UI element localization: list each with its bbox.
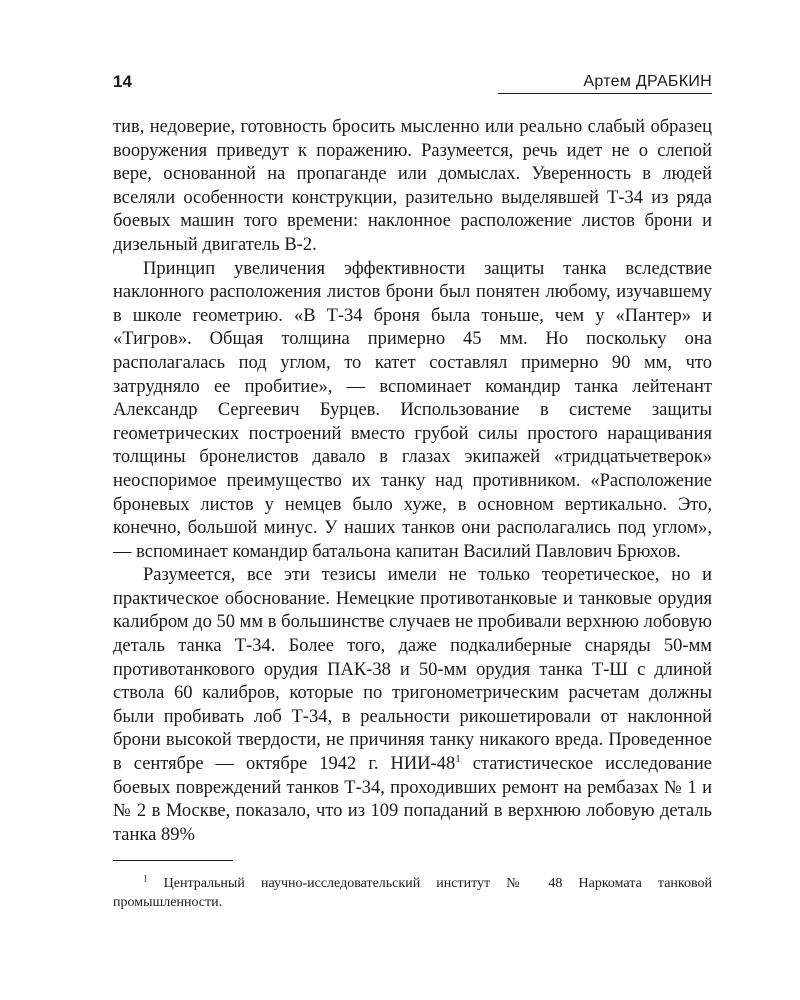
paragraph-3-continuation: статистическое исследование боевых повреждений танков Т-34, проходивших ремонт на рембазах № 1 и № 2 в Москве, показало, что из 109 попаданий в верхнюю лобовую деталь танка 89% bbox=[113, 754, 712, 845]
running-head-author: Артем ДРАБКИН bbox=[583, 73, 712, 90]
paragraph-3-text: Разумеется, все эти тезисы имели не только теоретическое, но и практическое обоснование. Немецкие противотанковые и танковые орудия калибром до 50 мм в большинстве случаев не пробивали верхнюю лобовую деталь танка Т-34. Более того, даже подкалиберные снаряды 50-мм противотанкового орудия ПАК-38 и 50-мм орудия танка Т-Ш с длиной ствола 60 калибров, которые по тригонометрическим расчетам должны были пробивать лоб Т-34, в реальности рикошетировали от наклонной брони высокой твердости, не причиняя танку никакого вреда. Проведенное в сентябре — октябре 1942 г. НИИ-48 bbox=[113, 565, 712, 775]
paragraph-1: тив, недоверие, готовность бросить мысленно или реально слабый образец вооружения приведут к поражению. Разумеется, речь идет не о слепой вере, основанной на пропаганде или домыслах. Уверенность в людей вселяли особенности конструкции, разительно выделявшей Т-34 из ряда боевых машин того времени: наклонное расположение листов брони и дизельный двигатель В-2. bbox=[113, 117, 712, 255]
paragraph-3 bbox=[113, 564, 712, 847]
main-text bbox=[113, 116, 712, 847]
header-rule bbox=[498, 93, 712, 94]
paragraph-2: Принцип увеличения эффективности защиты танка вследствие наклонного расположения листов брони был понятен любому, изучавшему в школе геометрию. «В Т-34 броня была тоньше, чем у «Пантер» и «Тигров». Общая толщина примерно 45 мм. Но поскольку она располагалась под углом, то катет составлял примерно 90 мм, что затрудняло ее пробитие», — вспоминает командир танка лейтенант Александр Сергеевич Бурцев. Использование в системе защиты геометрических построений вместо грубой силы простого наращивания толщины бронелистов давало в глазах экипажей «тридцатьчетверок» неоспоримое преимущество их танку над противником. «Расположение броневых листов у немцев было хуже, в основном вертикально. Это, конечно, большой минус. У наших танков они располагались под углом», — вспоминает командир батальона капитан Василий Павлович Брюхов. bbox=[113, 258, 712, 562]
footnote-marker: 1 bbox=[143, 873, 148, 884]
footnote-text: Центральный научно-исследовательский институт № 48 Наркомата танковой промышленности. bbox=[113, 876, 712, 910]
page-header bbox=[113, 72, 712, 96]
footnote-separator bbox=[113, 860, 233, 861]
page-number: 14 bbox=[113, 72, 132, 91]
footnote bbox=[113, 874, 712, 912]
footnote-reference[interactable]: 1 bbox=[455, 752, 461, 765]
